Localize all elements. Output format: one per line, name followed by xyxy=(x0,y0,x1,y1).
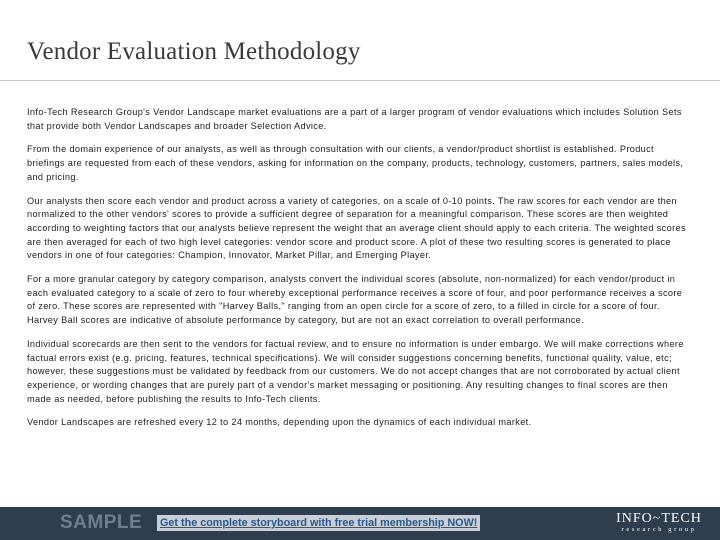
paragraph-scoring: Our analysts then score each vendor and product across a variety of categories, on a scale of 0-10 points. The raw scores for each vendor are then normalized to the other vendors' scores to provide a sufficient degree of separation for a meaningful comparison. These scores are then weighted according to weighting factors that our analysts believe represent the weight that an average client should apply to each criteria. The weighted scores are then averaged for each of two high level categories: vendor score and product score. A plot of these two resulting scores is generated to place vendors in one of four categories: Champion, Innovator, Market Pillar, and Emerging Player. xyxy=(27,195,686,261)
sample-label: SAMPLE xyxy=(60,512,143,533)
page-title: Vendor Evaluation Methodology xyxy=(27,38,361,65)
body-text xyxy=(27,106,691,440)
paragraph-intro: Info-Tech Research Group's Vendor Landscape market evaluations are a part of a larger program of vendor evaluations which includes Solution Sets that provide both Vendor Landscapes and broader Selection Advice. xyxy=(27,107,682,131)
info-tech-logo xyxy=(614,511,704,534)
title-divider xyxy=(0,80,720,81)
logo-tagline: research group xyxy=(621,526,697,533)
paragraph-harvey-balls: For a more granular category by category comparison, analysts convert the individual scores (absolute, non-normalized) for each vendor/product in each evaluated category to a scale of zero to four whereby exceptional performance receives a score of four, and poor performance receives a score of zero. These scores are represented with "Harvey Balls," ranging from an open circle for a score of zero, to a filled in circle for a score of four. Harvey Ball scores are indicative of absolute performance by category, but are not an exact correlation to overall performance. xyxy=(27,274,683,326)
paragraph-scorecards: Individual scorecards are then sent to the vendors for factual review, and to ensure no information is under embargo. We will make corrections where factual errors exist (e.g. pricing, features, technical specifications). We will consider suggestions concerning benefits, functional quality, value, etc; however, these suggestions must be validated by feedback from our customers. We do not accept changes that are not corroborated by actual client experience, or wording changes that are purely part of a vendor's market messaging or positioning. Any resulting changes to final scores are then made as needed, before publishing the results to Info-Tech clients. xyxy=(27,338,684,404)
footer-banner xyxy=(0,507,720,540)
logo-wordmark: INFO~TECH xyxy=(616,511,702,526)
paragraph-shortlist: From the domain experience of our analysts, as well as through consultation with our clients, a vendor/product shortlist is established. Product briefings are requested from each of these vendors, asking for information on the company, products, technology, customers, partners, sales models, and pricing. xyxy=(27,144,684,182)
paragraph-refresh: Vendor Landscapes are refreshed every 12 to 24 months, depending upon the dynamics of each individual market. xyxy=(27,417,532,428)
trial-membership-link[interactable]: Get the complete storyboard with free trial membership NOW! xyxy=(157,515,480,531)
